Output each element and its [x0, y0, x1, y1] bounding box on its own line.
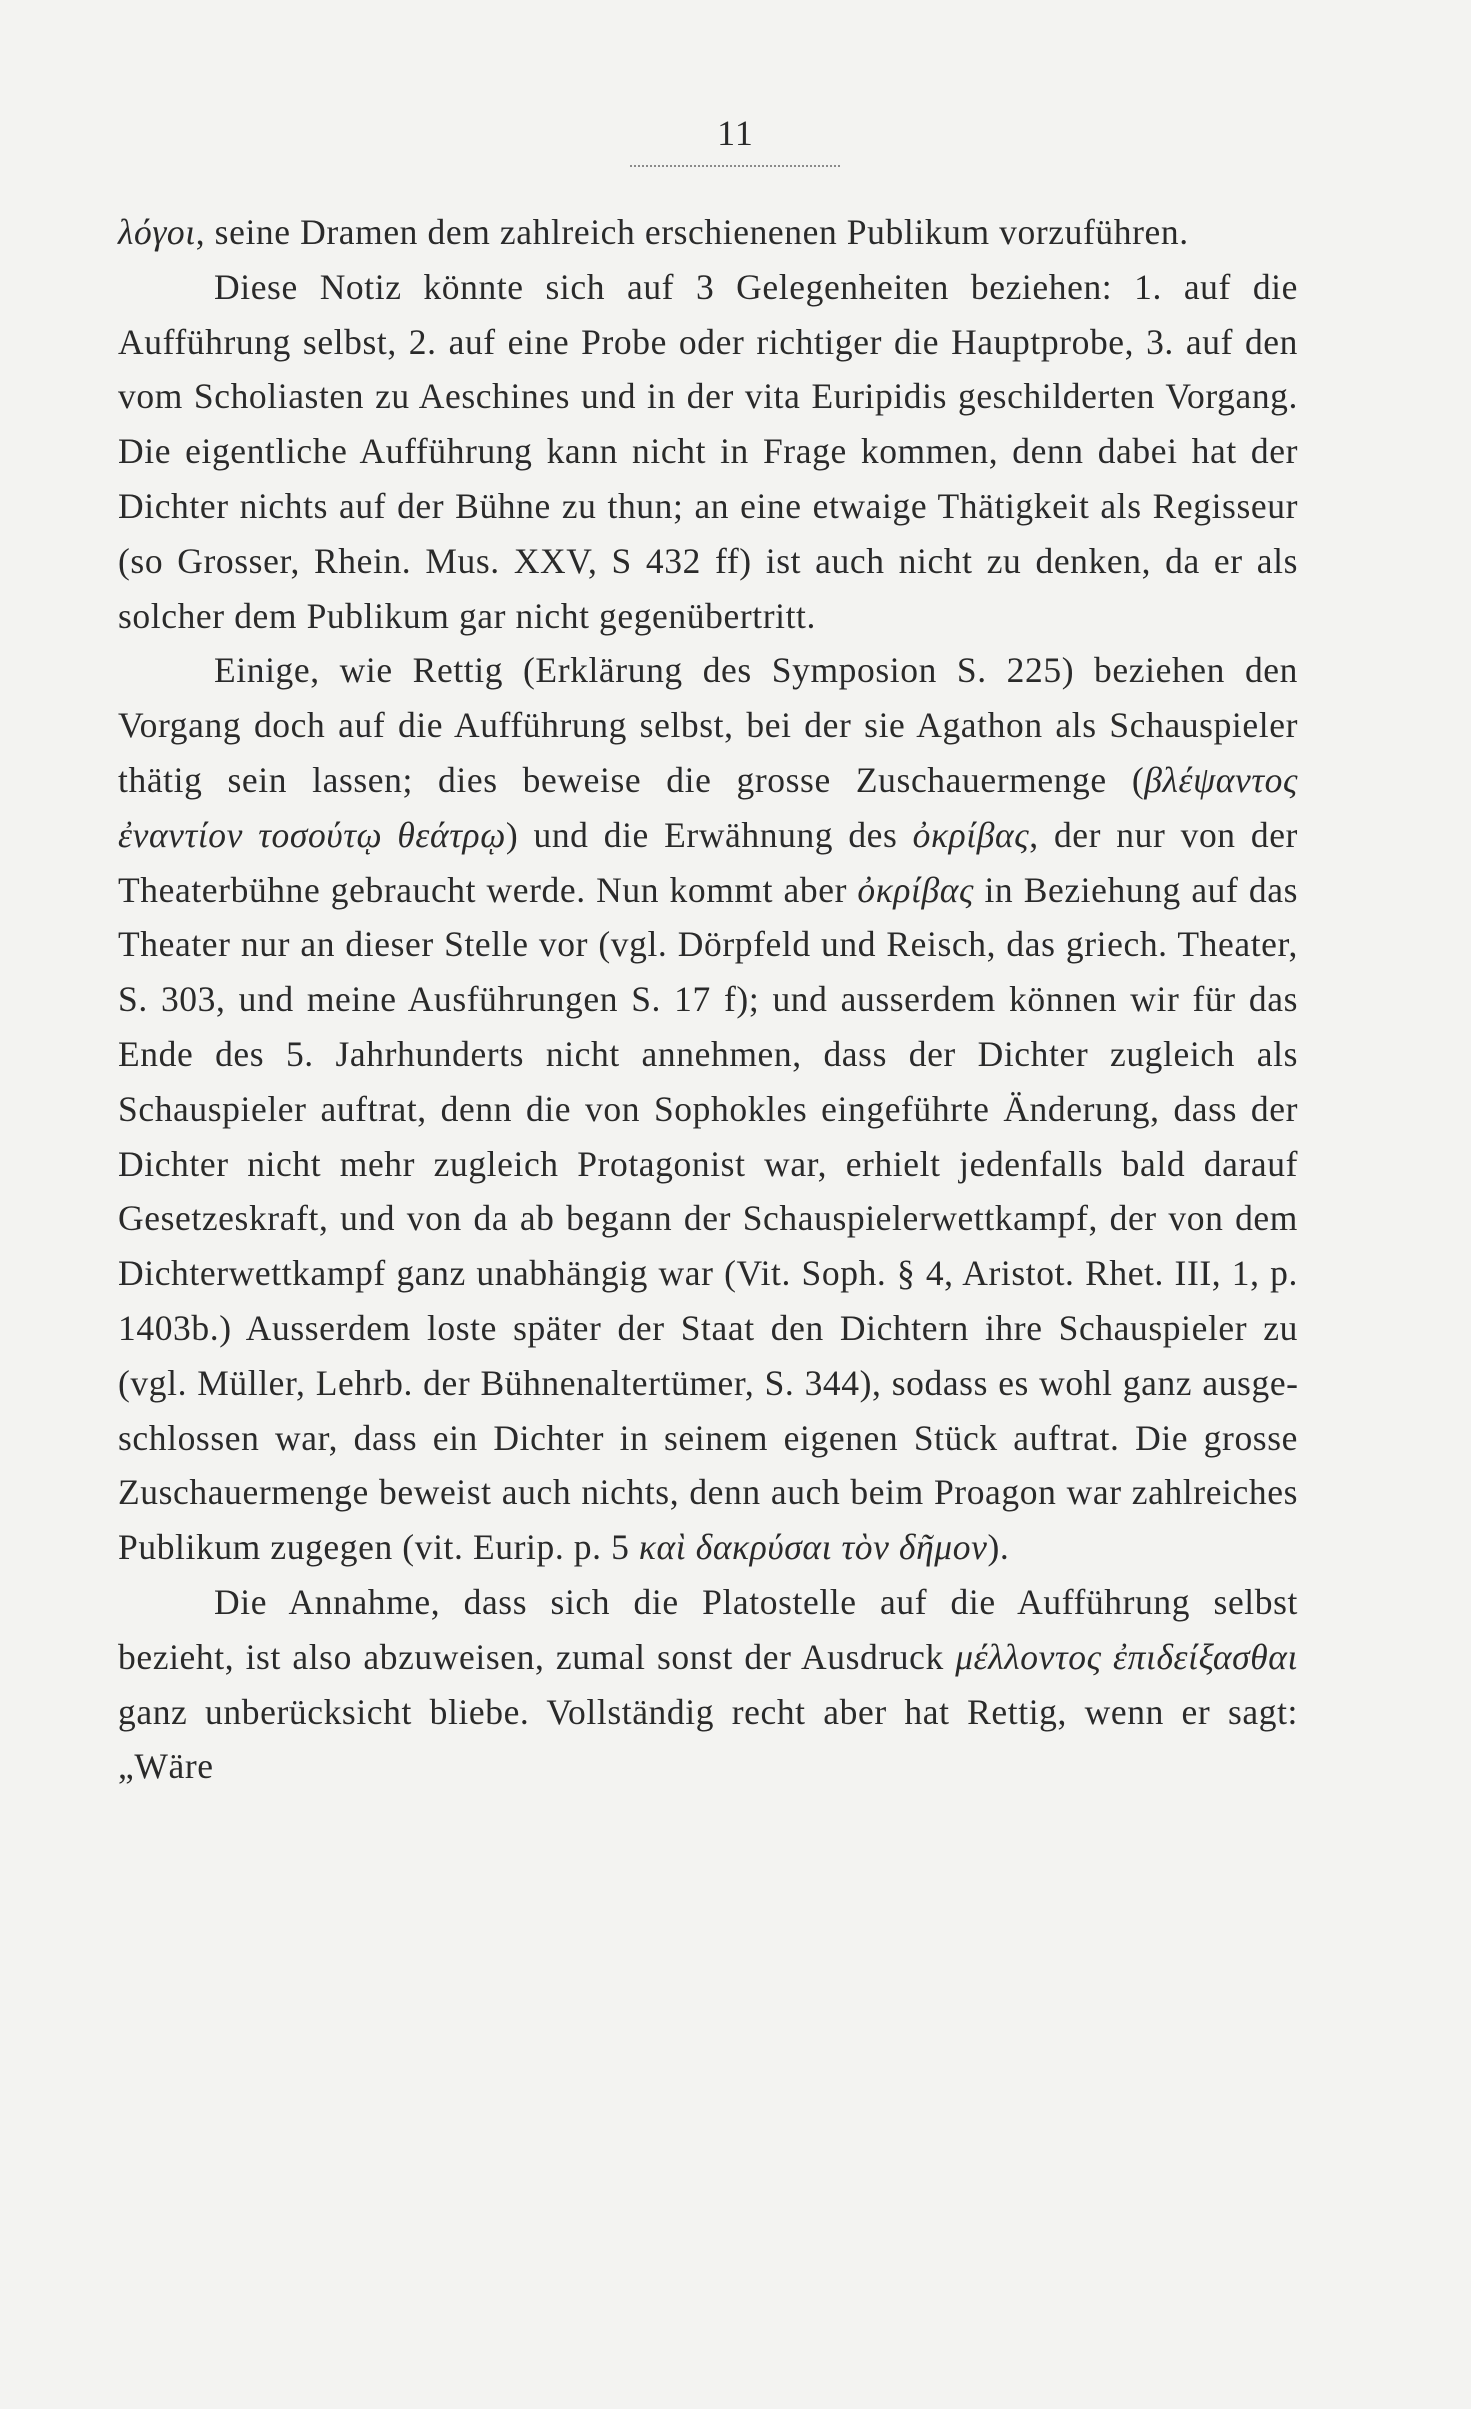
text-run: Die Annahme, dass sich die Platostelle auf die Aufführung selbst bezieht, ist also abzuweisen, zumal sonst der Ausdruck	[118, 1581, 1298, 1677]
text-run: ) und die Erwähnung des	[505, 814, 913, 855]
body-text	[118, 205, 1298, 1794]
greek-quote: λόγοι	[118, 212, 196, 252]
text-run: Einige, wie Rettig (Erklärung des Symposion S. 225) beziehen den Vorgang doch auf die Aufführung selbst, bei der sie Agathon als Schauspieler thätig sein lassen; dies beweise die grosse Zuschauermenge (	[118, 650, 1298, 800]
text-run: , seine Dramen dem zahlreich erschienenen Publikum vorzuführen.	[195, 212, 1189, 252]
text-run: in Beziehung auf das Theater nur an dieser Stelle vor (vgl. Dörpfeld und Reisch, das griech. Theater, S. 303, und meine Ausführungen S. 17 f); und ausserdem können wir für das Ende des 5. Jahrhunderts nicht annehmen, dass der Dichter zugleich als Schauspieler auftrat, denn die von Sophokles eingeführte Änderung, dass der Dichter nicht mehr zugleich Protagonist war, erhielt jedenfalls bald darauf Gesetzeskraft, und von da ab begann der Schauspielerwettkampf, der von dem Dichterwettkampf ganz unabhängig war (Vit. Soph. § 4, Aristot. Rhet. III, 1, p. 1403b.) Ausserdem loste später der Staat den Dichtern ihre Schauspieler zu (vgl. Müller, Lehrb. der Bühnenaltertümer, S. 344), sodass es wohl ganz ausgeschlossen war, dass ein Dichter in seinem eigenen Stück auftrat. Die grosse Zuschauermenge beweist auch nichts, denn auch beim Proagon war zahlreiches Publikum zugegen (vit. Eurip. p. 5	[118, 869, 1298, 1568]
greek-quote: ὀκρίβας	[857, 869, 975, 910]
paragraph	[118, 643, 1298, 1575]
paragraph	[118, 1575, 1298, 1794]
greek-quote: καὶ δακρύσαι τὸν δῆμον	[638, 1527, 988, 1568]
greek-quote: μέλλοντος ἐπιδείξασθαι	[955, 1636, 1298, 1677]
text-run: Diese Notiz könnte sich auf 3 Gelegenheiten beziehen: 1. auf die Aufführung selbst, 2. auf eine Probe oder richtiger die Hauptprobe, 3. auf den vom Scholiasten zu Aeschines und in der vita Euripidis geschilderten Vorgang. Die eigentliche Aufführung kann nicht in Frage kommen, denn dabei hat der Dichter nichts auf der Bühne zu thun; an eine etwaige Thätigkeit als Regisseur (so Grosser, Rhein. Mus. XXV, S 432 ff) ist auch nicht zu denken, da er als solcher dem Publikum gar nicht gegenübertritt.	[118, 266, 1298, 636]
text-run: ganz unberücksicht bliebe. Vollständig recht aber hat Rettig, wenn er sagt: „Wäre	[118, 1691, 1298, 1787]
paragraph	[118, 260, 1298, 644]
text-run: , der nur von der Theaterbühne gebraucht werde. Nun kommt aber	[118, 814, 1298, 910]
header-rule	[630, 165, 840, 167]
greek-quote: ὀκρίβας	[912, 814, 1030, 855]
text-run: ).	[987, 1527, 1010, 1568]
paragraph	[118, 205, 1298, 260]
greek-quote: βλέψαντος ἐναντίον τοσούτῳ θεάτρῳ	[118, 759, 1298, 855]
page-number: 11	[717, 113, 754, 153]
